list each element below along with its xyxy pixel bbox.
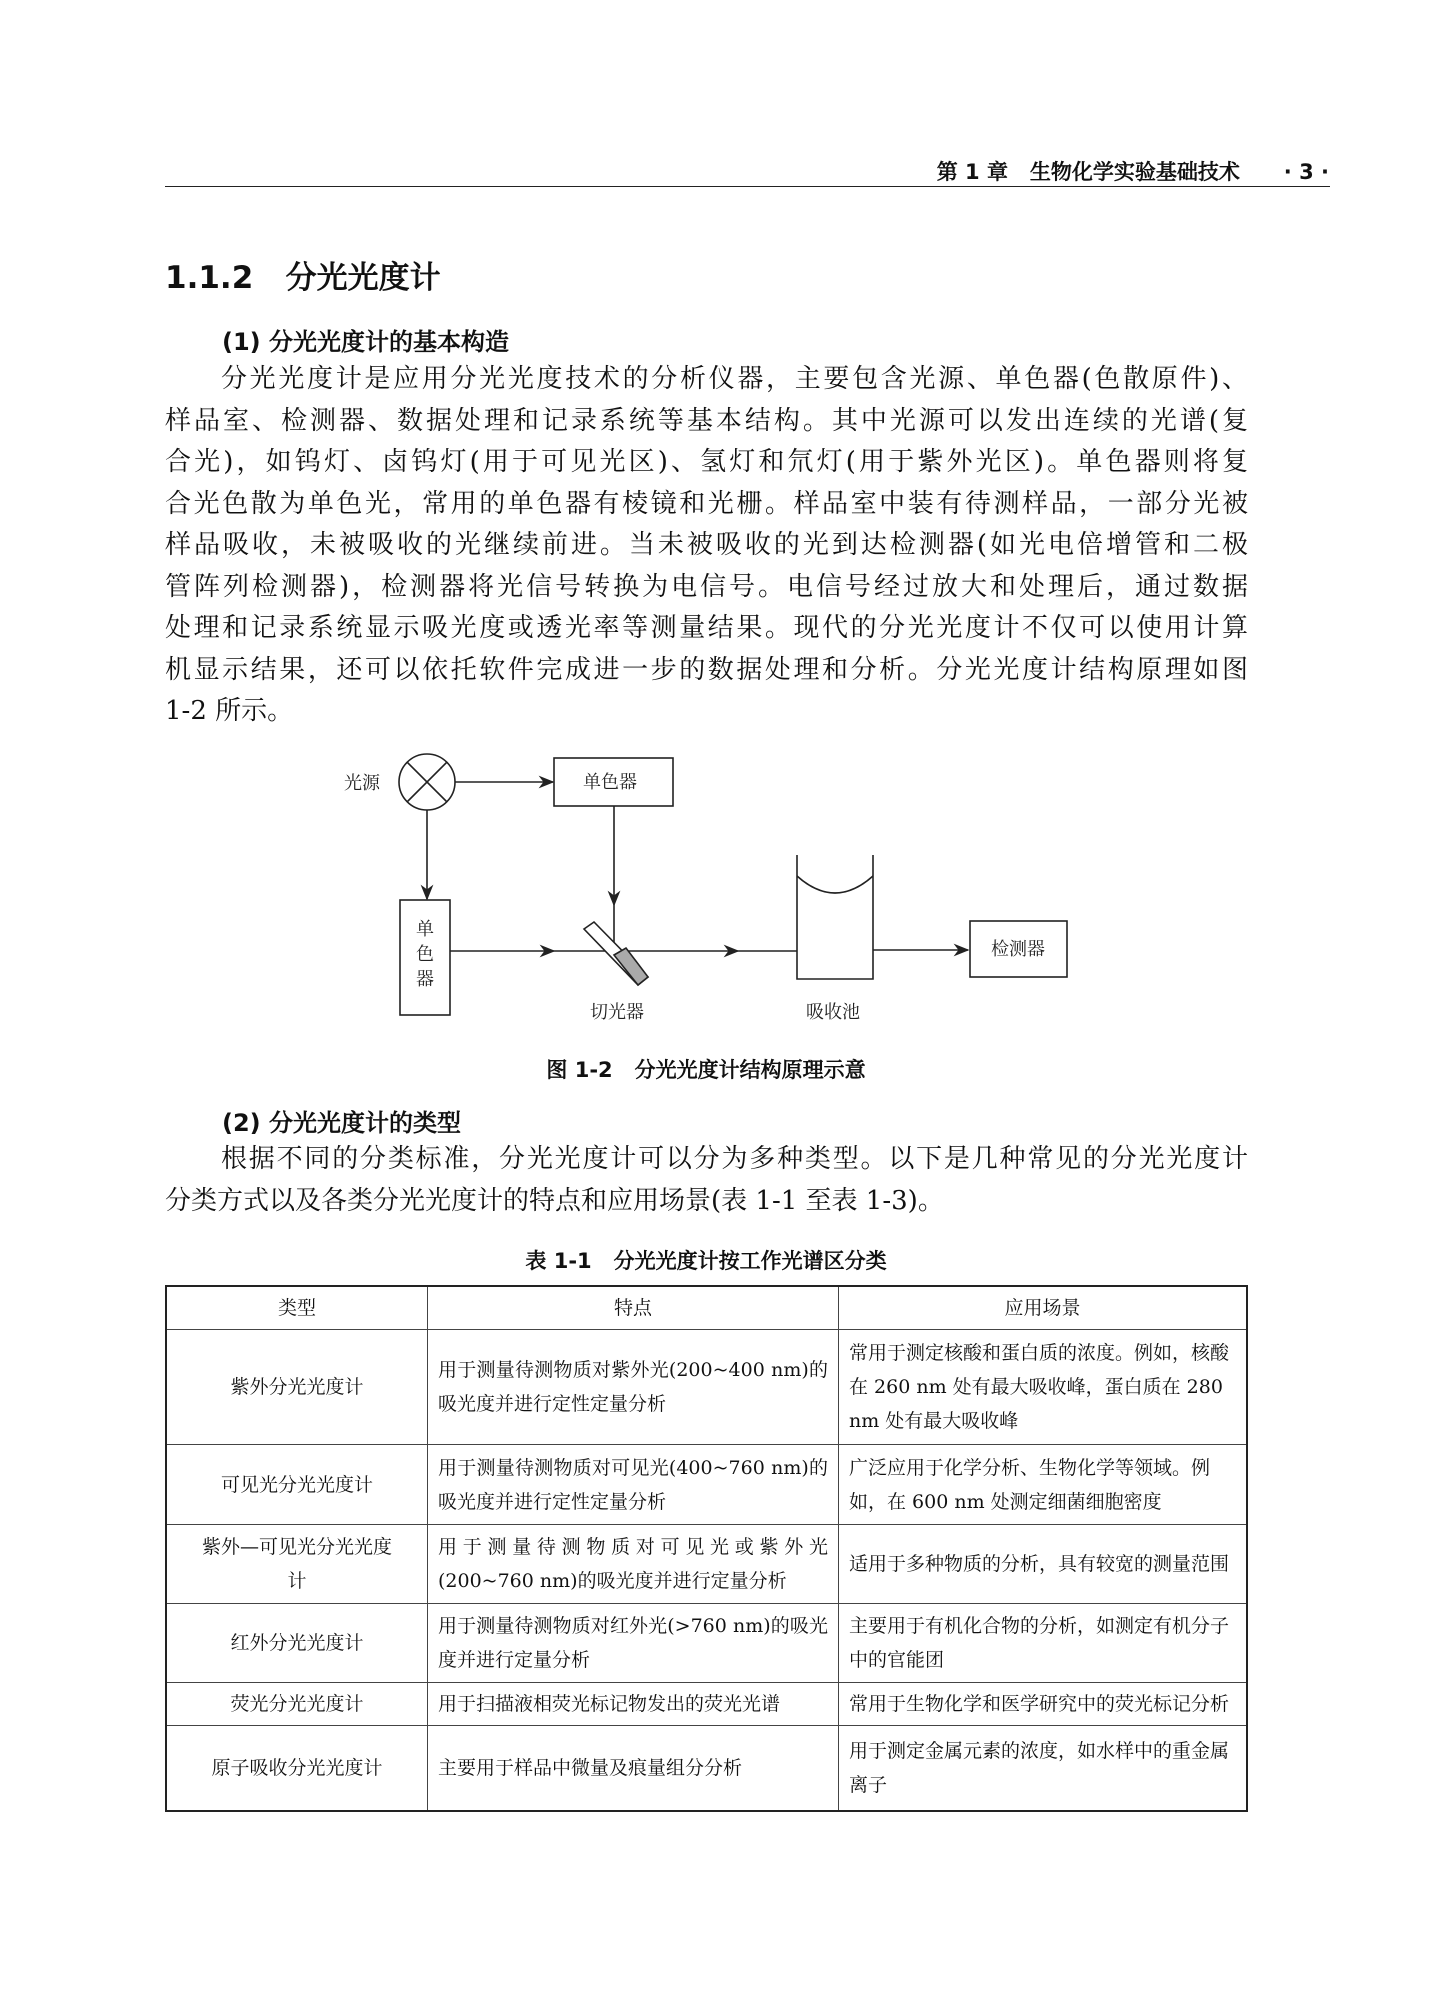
table-header-row (166, 1286, 1247, 1330)
table-row (166, 1445, 1247, 1525)
subsection-1-heading: (1) 分光光度计的基本构造 (222, 328, 509, 356)
label-monochromator-top: 单色器 (583, 772, 637, 793)
table-row (166, 1604, 1247, 1683)
text-line: 1-2 所示。 (165, 696, 294, 726)
figure-caption: 图 1-2 分光光度计结构原理示意 (546, 1058, 866, 1082)
column-header: 类型 (166, 1286, 428, 1330)
text-line: 处理和记录系统显示吸光度或透光率等测量结果。现代的分光光度计不仅可以使用计算 (165, 613, 1248, 643)
text-line: 分类方式以及各类分光光度计的特点和应用场景(表 1-1 至表 1-3)。 (165, 1185, 944, 1216)
text-line: 根据不同的分类标准，分光光度计可以分为多种类型。以下是几种常见的分光光度计 (221, 1144, 1248, 1174)
feature-cell: 用于测量待测物质对紫外光(200~400 nm)的吸光度并进行定性定量分析 (428, 1330, 839, 1445)
application-cell: 广泛应用于化学分析、生物化学等领域。例如，在 600 nm 处测定细菌细胞密度 (839, 1445, 1248, 1525)
text-line: 管阵列检测器)，检测器将光信号转换为电信号。电信号经过放大和处理后，通过数据 (165, 571, 1248, 602)
paragraph-types (165, 1139, 1248, 1222)
feature-cell: 主要用于样品中微量及痕量组分分析 (428, 1726, 839, 1811)
application-cell: 常用于生物化学和医学研究中的荧光标记分析 (839, 1683, 1248, 1726)
feature-cell: 用于测量待测物质对可见光(400~760 nm)的吸光度并进行定性定量分析 (428, 1445, 839, 1525)
page-number: · 3 · (1283, 160, 1329, 184)
type-cell: 原子吸收分光光度计 (166, 1726, 428, 1811)
chopper-icon (584, 922, 648, 985)
feature-cell: 用于扫描液相荧光标记物发出的荧光光谱 (428, 1683, 839, 1726)
type-cell: 紫外—可见光分光光度计 (166, 1525, 428, 1604)
section-number: 1.1.2 (165, 260, 254, 296)
label-cuvette: 吸收池 (806, 1002, 860, 1023)
application-cell: 常用于测定核酸和蛋白质的浓度。例如，核酸在 260 nm 处有最大吸收峰，蛋白质在 280 nm 处有最大吸收峰 (839, 1330, 1248, 1445)
chapter-title: 第 1 章 生物化学实验基础技术 (936, 160, 1240, 184)
application-cell: 用于测定金属元素的浓度，如水样中的重金属离子 (839, 1726, 1248, 1811)
subsection-2-heading: (2) 分光光度计的类型 (222, 1109, 461, 1137)
label-detector: 检测器 (991, 939, 1045, 960)
text-line: 样品室、检测器、数据处理和记录系统等基本结构。其中光源可以发出连续的光谱(复 (165, 405, 1248, 436)
type-cell: 可见光分光光度计 (166, 1445, 428, 1525)
spectrophotometer-types-table (165, 1285, 1248, 1812)
label-monochromator-left: 单 (416, 919, 434, 940)
column-header: 应用场景 (839, 1286, 1248, 1330)
application-cell: 适用于多种物质的分析，具有较宽的测量范围 (839, 1525, 1248, 1604)
section-title: 分光光度计 (285, 260, 441, 296)
table-row (166, 1726, 1247, 1811)
text-line: 合光)，如钨灯、卤钨灯(用于可见光区)、氢灯和氘灯(用于紫外光区)。单色器则将复 (165, 447, 1248, 477)
table-row (166, 1525, 1247, 1604)
table-caption: 表 1-1 分光光度计按工作光谱区分类 (525, 1249, 887, 1273)
table-row (166, 1330, 1247, 1445)
type-cell: 紫外分光光度计 (166, 1330, 428, 1445)
application-cell: 主要用于有机化合物的分析，如测定有机分子中的官能团 (839, 1604, 1248, 1683)
text-line: 合光色散为单色光，常用的单色器有棱镜和光栅。样品室中装有待测样品，一部分光被 (165, 488, 1248, 519)
label-monochromator-left: 色 (416, 944, 434, 965)
cuvette-icon (797, 855, 873, 979)
text-line: 分光光度计是应用分光光度技术的分析仪器，主要包含光源、单色器(色散原件)、 (221, 364, 1248, 394)
feature-cell: 用于测量待测物质对红外光(>760 nm)的吸光度并进行定量分析 (428, 1604, 839, 1683)
label-chopper: 切光器 (590, 1002, 644, 1023)
type-cell: 红外分光光度计 (166, 1604, 428, 1683)
label-monochromator-left: 器 (416, 969, 434, 990)
feature-cell: 用于测量待测物质对可见光或紫外光(200~760 nm)的吸光度并进行定量分析 (428, 1525, 839, 1604)
column-header: 特点 (428, 1286, 839, 1330)
type-cell: 荧光分光光度计 (166, 1683, 428, 1726)
table-row (166, 1683, 1247, 1726)
text-line: 机显示结果，还可以依托软件完成进一步的数据处理和分析。分光光度计结构原理如图 (165, 654, 1248, 685)
label-light-source: 光源 (344, 773, 380, 794)
light-source-icon (399, 754, 455, 810)
text-line: 样品吸收，未被吸收的光继续前进。当未被吸收的光到达检测器(如光电倍增管和二极 (165, 530, 1248, 560)
